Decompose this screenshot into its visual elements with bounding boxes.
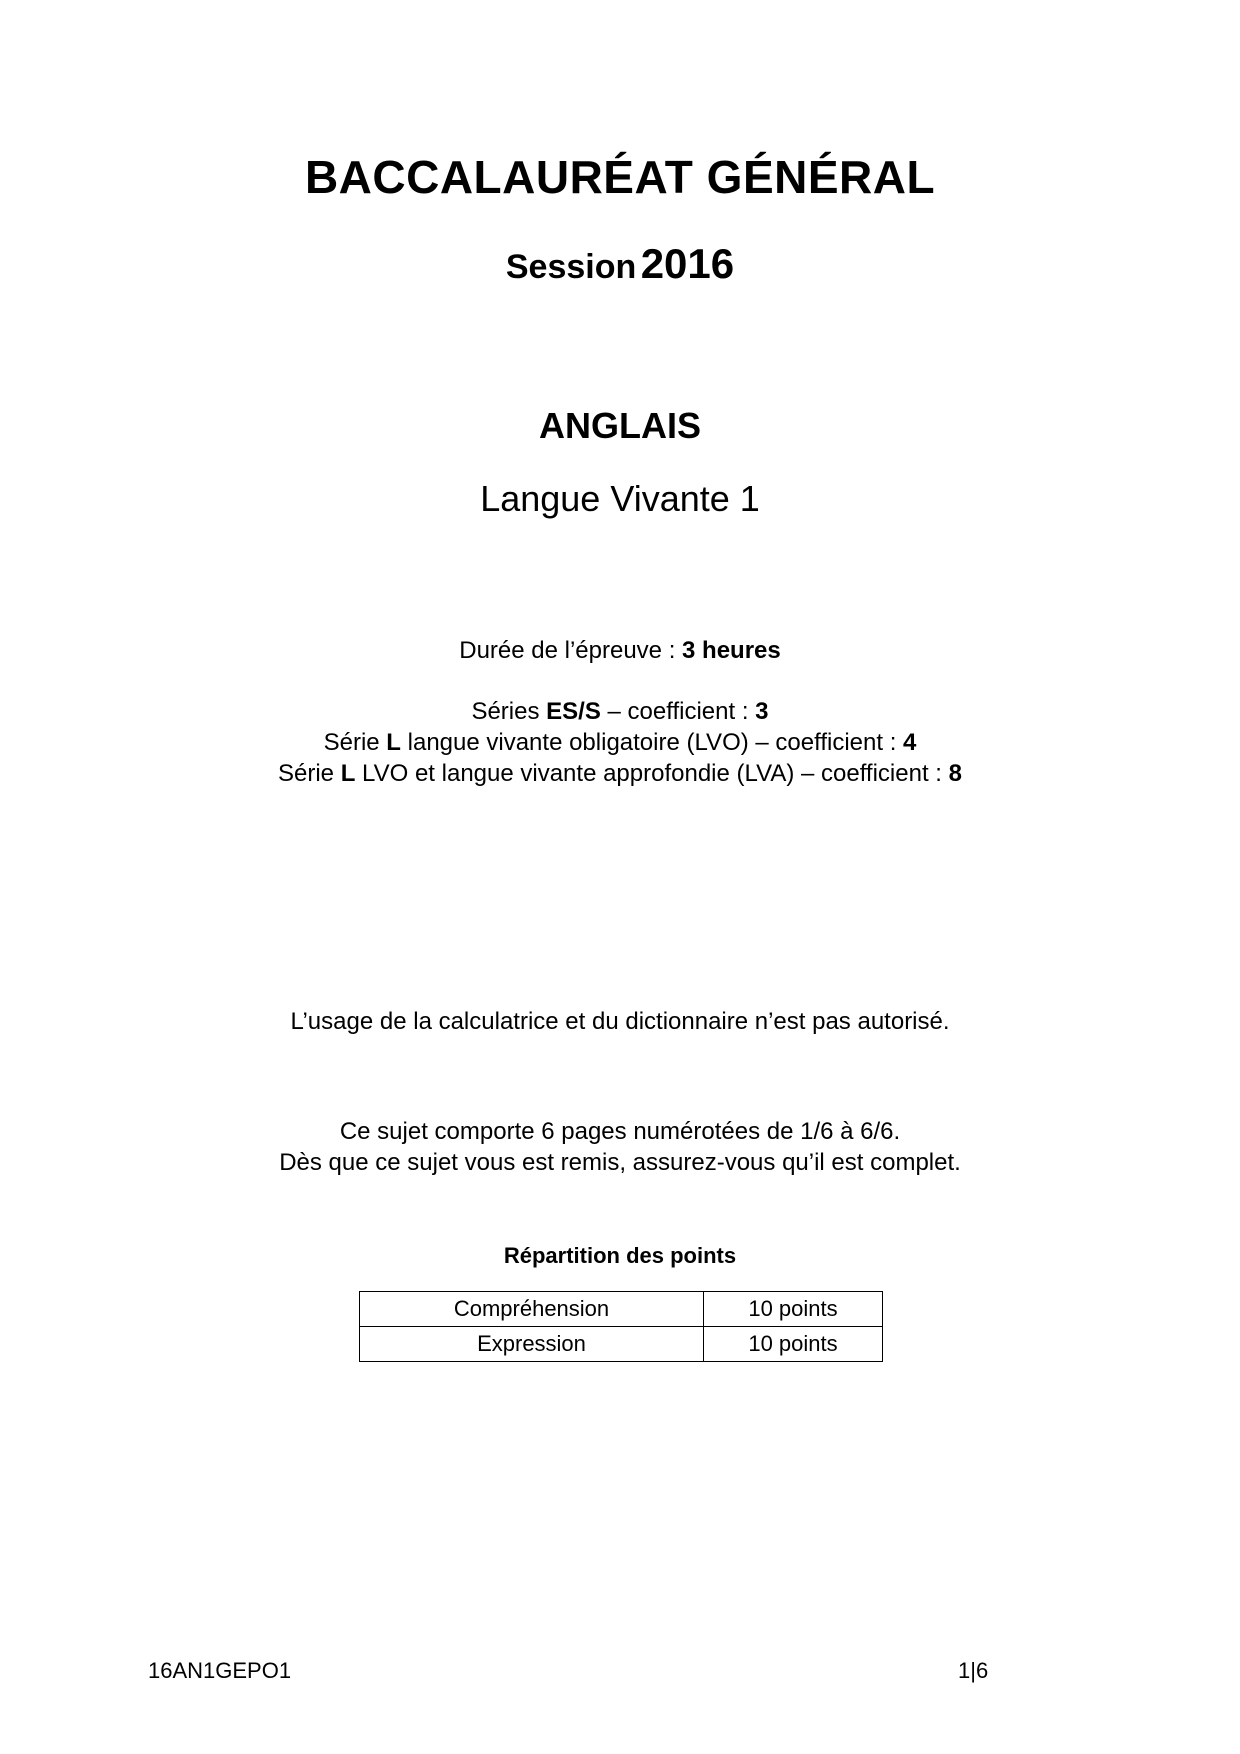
series-line — [0, 758, 1240, 789]
table-cell-value: 10 points — [704, 1292, 883, 1327]
series-name: L — [386, 729, 401, 756]
session-line — [0, 240, 1240, 288]
series-line — [0, 696, 1240, 727]
series-line — [0, 727, 1240, 758]
pages-note-line: Ce sujet comporte 6 pages numérotées de 1/6 à 6/6. — [339, 1118, 901, 1145]
table-row — [360, 1292, 883, 1327]
session-label: Session — [505, 248, 637, 286]
table-cell-value: 10 points — [704, 1327, 883, 1362]
page-title: BACCALAURÉAT GÉNÉRAL — [304, 151, 936, 203]
subject-language: Langue Vivante 1 — [480, 478, 760, 519]
points-table — [359, 1291, 883, 1362]
subject-name: ANGLAIS — [539, 405, 701, 446]
series-coefficient: 8 — [948, 760, 962, 787]
points-heading: Répartition des points — [503, 1243, 737, 1268]
series-coefficient: 4 — [903, 729, 917, 756]
series-text: – coefficient : — [600, 698, 756, 725]
footer-code: 16AN1GEPO1 — [148, 1658, 292, 1683]
duration-line — [0, 635, 1240, 666]
series-prefix: Séries — [471, 698, 547, 725]
table-cell-label: Compréhension — [360, 1292, 704, 1327]
table-cell-label: Expression — [360, 1327, 704, 1362]
series-name: ES/S — [546, 698, 601, 725]
series-name: L — [340, 760, 356, 787]
pages-note — [0, 1116, 1240, 1178]
duration-label: Durée de l’épreuve : — [459, 637, 683, 664]
page-number: 1|6 — [958, 1658, 989, 1683]
exam-info — [0, 635, 1240, 789]
session-year: 2016 — [640, 240, 735, 287]
series-text: langue vivante obligatoire (LVO) – coefficient : — [400, 729, 904, 756]
series-prefix: Série — [278, 760, 341, 787]
series-prefix: Série — [323, 729, 387, 756]
table-row — [360, 1327, 883, 1362]
calculator-note: L’usage de la calculatrice et du dictionnaire n’est pas autorisé. — [290, 1008, 950, 1035]
series-text: LVO et langue vivante approfondie (LVA) – coefficient : — [355, 760, 949, 787]
series-coefficient: 3 — [755, 698, 769, 725]
pages-note-line: Dès que ce sujet vous est remis, assurez-vous qu’il est complet. — [279, 1149, 961, 1176]
duration-value: 3 heures — [682, 637, 781, 664]
